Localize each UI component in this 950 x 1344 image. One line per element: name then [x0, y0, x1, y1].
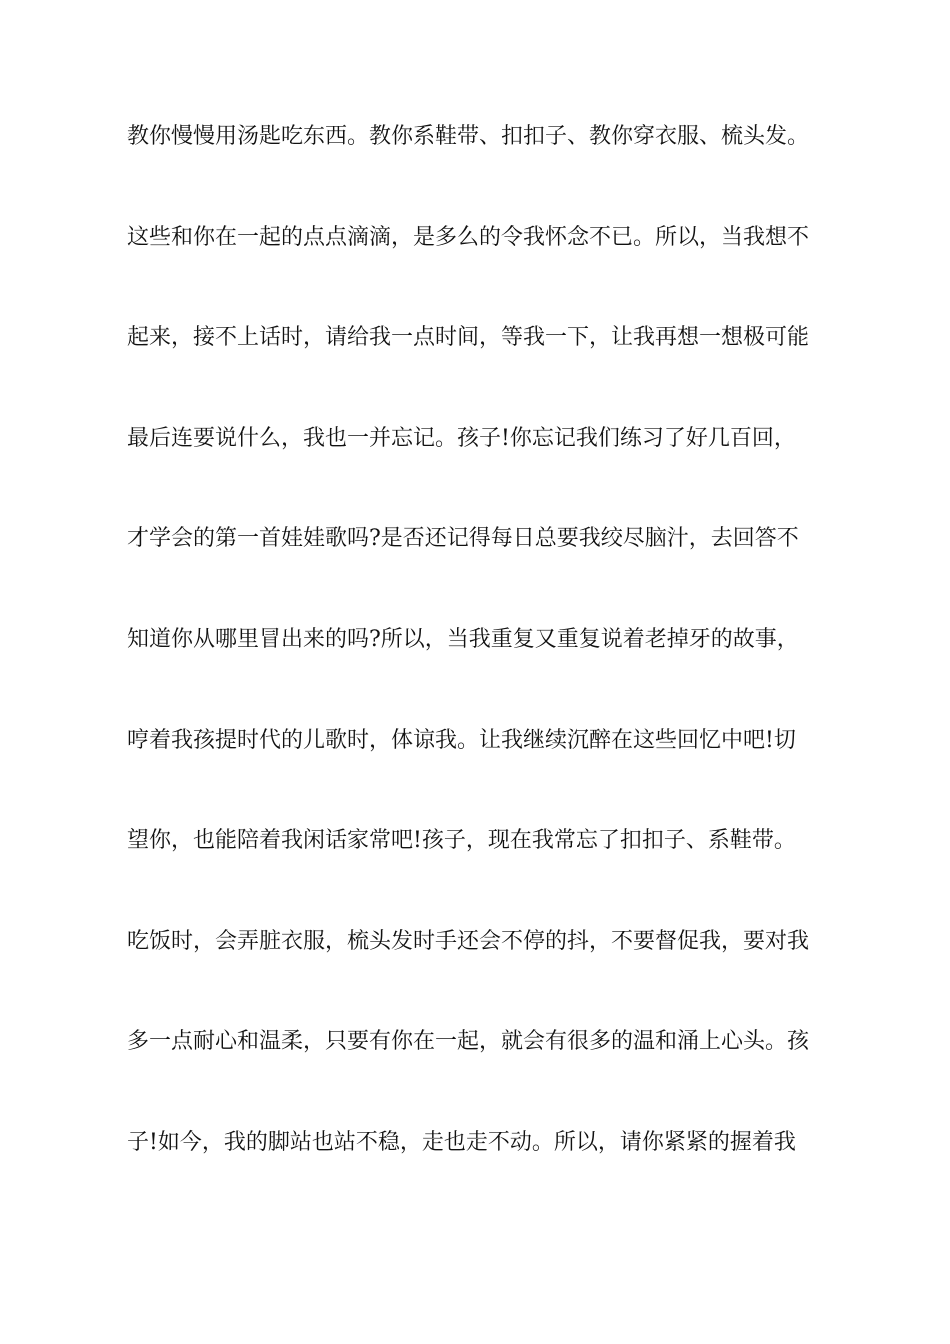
text-line: 起来，接不上话时，请给我一点时间，等我一下，让我再想一想极可能 [127, 325, 810, 351]
text-line: 子!如今，我的脚站也站不稳，走也走不动。所以，请你紧紧的握着我 [127, 1129, 796, 1155]
text-line: 多一点耐心和温柔，只要有你在一起，就会有很多的温和涌上心头。孩 [127, 1029, 810, 1055]
text-line: 这些和你在一起的点点滴滴，是多么的令我怀念不已。所以，当我想不 [127, 224, 810, 250]
text-line: 吃饭时，会弄脏衣服，梳头发时手还会不停的抖，不要督促我，要对我 [127, 928, 810, 954]
text-line: 知道你从哪里冒出来的吗?所以，当我重复又重复说着老掉牙的故事， [127, 626, 799, 652]
text-line: 哼着我孩提时代的儿歌时，体谅我。让我继续沉醉在这些回忆中吧!切 [127, 727, 796, 753]
text-line: 才学会的第一首娃娃歌吗?是否还记得每日总要我绞尽脑汁，去回答不 [127, 526, 799, 552]
text-line: 教你慢慢用汤匙吃东西。教你系鞋带、扣扣子、教你穿衣服、梳头发。 [127, 124, 810, 149]
body-text [127, 117, 827, 1224]
text-line: 最后连要说什么，我也一并忘记。孩子!你忘记我们练习了好几百回， [127, 425, 796, 451]
text-line: 望你，也能陪着我闲话家常吧!孩子，现在我常忘了扣扣子、系鞋带。 [127, 828, 796, 854]
